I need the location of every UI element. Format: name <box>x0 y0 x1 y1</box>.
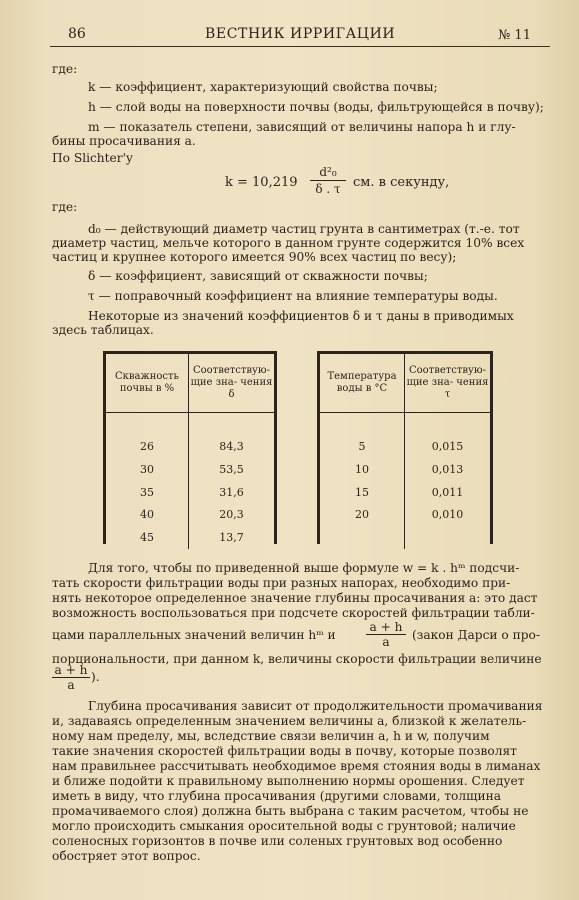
header-rule <box>50 46 550 47</box>
definition-delta: δ — коэффициент, зависящий от скважности почвы; <box>88 269 428 283</box>
paragraph-2-line: промачиваемого слоя) должна быть выбрана с таким расчетом, чтобы не <box>52 804 529 818</box>
table-cell: 0,010 <box>405 503 491 526</box>
paragraph-1-line: цами параллельных значений величин hᵐ и <box>52 628 336 642</box>
definition-d0-cont2: частиц и крупнее которого имеется 90% всех частиц по весу); <box>52 250 457 264</box>
fraction-denominator: a <box>382 635 390 649</box>
journal-title: ВЕСТНИК ИРРИГАЦИИ <box>205 26 396 42</box>
spacer-cell <box>189 413 275 436</box>
paragraph-2-line: и, задаваясь определенным значением величины a, близкой к желатель- <box>52 714 527 728</box>
fraction-denominator: a <box>67 678 75 692</box>
definition-k: k — коэффициент, характеризующий свойства почвы; <box>88 80 438 94</box>
table-header-row <box>320 354 490 413</box>
table-cell <box>320 526 405 549</box>
table-cell: 20 <box>355 508 369 522</box>
column-header: Скважность почвы в % <box>106 354 189 413</box>
fraction-a-plus-h <box>366 620 406 649</box>
paragraph-2-line: и ближе подойти к правильному выполнению нормы орошения. Следует <box>52 774 525 788</box>
paragraph-2-line: соленосных горизонтов в почве или соленых грунтовых вод особенно <box>52 834 503 848</box>
definition-m-cont: бины просачивания a. <box>52 134 196 148</box>
paragraph-1-line: порциональности, при данном k, величины скорости фильтрации величине <box>52 652 542 666</box>
table-cell: 13,7 <box>189 526 275 549</box>
definition-d0: d₀ — действующий диаметр частиц грунта в сантиметрах (т.-е. тот <box>88 222 520 236</box>
paragraph-1-line: нять некоторое определенное значение глубины просачивания a: это даст <box>52 591 538 605</box>
where-label: где: <box>52 62 78 76</box>
column-header: Соответствую- щие зна- чения τ <box>405 354 491 413</box>
issue-number: № 11 <box>498 28 531 43</box>
table-cell: 0,013 <box>405 458 491 481</box>
tables-intro-cont: здесь таблицах. <box>52 323 154 337</box>
formula-unit: см. в секунду, <box>353 175 450 190</box>
table-cell: 31,6 <box>189 481 275 504</box>
fraction-numerator: a + h <box>54 663 88 677</box>
table-row <box>106 436 274 459</box>
table-cell: 45 <box>140 530 154 544</box>
table-temperature <box>317 351 493 544</box>
formula-denominator: δ . τ <box>315 182 341 196</box>
paragraph-2-line: такие значения скоростей фильтрации воды в почву, которые позволят <box>52 744 517 758</box>
definition-tau: τ — поправочный коэффициент на влияние температуры воды. <box>88 289 498 303</box>
page-header <box>0 24 579 46</box>
table-cell: 40 <box>140 508 154 522</box>
table-row <box>320 481 490 504</box>
table-cell: 5 <box>358 440 366 454</box>
table-row <box>320 526 490 549</box>
page-number: 86 <box>68 26 86 42</box>
table-row <box>106 481 274 504</box>
table-cell: 0,011 <box>405 481 491 504</box>
spacer-cell <box>106 413 189 436</box>
table-cell <box>405 526 491 549</box>
table-row <box>106 458 274 481</box>
formula-numerator: d²₀ <box>319 165 337 179</box>
paragraph-1-line: (закон Дарси о про- <box>412 628 541 642</box>
table-cell: 10 <box>355 462 369 476</box>
table-cell: 84,3 <box>189 436 275 459</box>
table-cell: 26 <box>140 440 154 454</box>
definition-d0-cont1: диаметр частиц, мельче которого в данном грунте содержится 10% всех <box>52 236 525 250</box>
table-cell: 30 <box>140 462 154 476</box>
table-cell: 15 <box>355 485 369 499</box>
paragraph-2-line: обостряет этот вопрос. <box>52 849 201 863</box>
formula-fraction <box>310 165 346 196</box>
tables-intro: Некоторые из значений коэффициентов δ и τ даны в приводимых <box>88 309 514 323</box>
spacer-cell <box>320 413 405 436</box>
table-row <box>320 436 490 459</box>
column-header: Соответствую- щие зна- чения δ <box>189 354 275 413</box>
table-cell: 20,3 <box>189 503 275 526</box>
table-cell: 0,015 <box>405 436 491 459</box>
where-label-2: где: <box>52 200 78 214</box>
paragraph-2-line: иметь в виду, что глубина просачивания (другими словами, толщина <box>52 789 501 803</box>
slichter-formula <box>225 165 485 199</box>
paragraph-2-line: Глубина просачивания зависит от продолжительности промачивания <box>88 699 543 713</box>
fraction-numerator: a + h <box>369 620 403 634</box>
table-cell: 53,5 <box>189 458 275 481</box>
paragraph-1-tail: ). <box>91 670 100 684</box>
column-header: Температура воды в °C <box>320 354 405 413</box>
paragraph-2-line: ному нам пределу, мы, вследствие связи величин a, h и w, получим <box>52 729 490 743</box>
fraction-a-plus-h-2 <box>52 663 90 692</box>
table-row <box>106 526 274 549</box>
paragraph-2-line: нам правильнее рассчитывать необходимое время стояния воды в лиманах <box>52 759 541 773</box>
table-row <box>106 503 274 526</box>
spacer-cell <box>405 413 491 436</box>
temperature-table <box>320 354 490 549</box>
definition-h: h — слой воды на поверхности почвы (воды, фильтрующейся в почву); <box>88 100 544 114</box>
table-row <box>320 503 490 526</box>
table-cell: 35 <box>140 485 154 499</box>
table-header-row <box>106 354 274 413</box>
porosity-table <box>106 354 274 549</box>
fraction-bar <box>310 180 346 181</box>
paragraph-1-line: возможность воспользоваться при подсчете скоростей фильтрации табли- <box>52 606 535 620</box>
table-porosity <box>103 351 277 544</box>
table-row <box>320 458 490 481</box>
paragraph-1-line: тать скорости фильтрации воды при разных напорах, необходимо при- <box>52 576 511 590</box>
slichter-label: По Slichter'y <box>52 151 133 165</box>
paragraph-2-line: могло происходить смыкания оросительной воды с грунтовой; наличие <box>52 819 516 833</box>
paragraph-1-line: Для того, чтобы по приведенной выше формуле w = k . hᵐ подсчи- <box>88 561 520 575</box>
definition-m: m — показатель степени, зависящий от величины напора h и глу- <box>88 120 516 134</box>
formula-lhs: k = 10,219 <box>225 175 298 190</box>
